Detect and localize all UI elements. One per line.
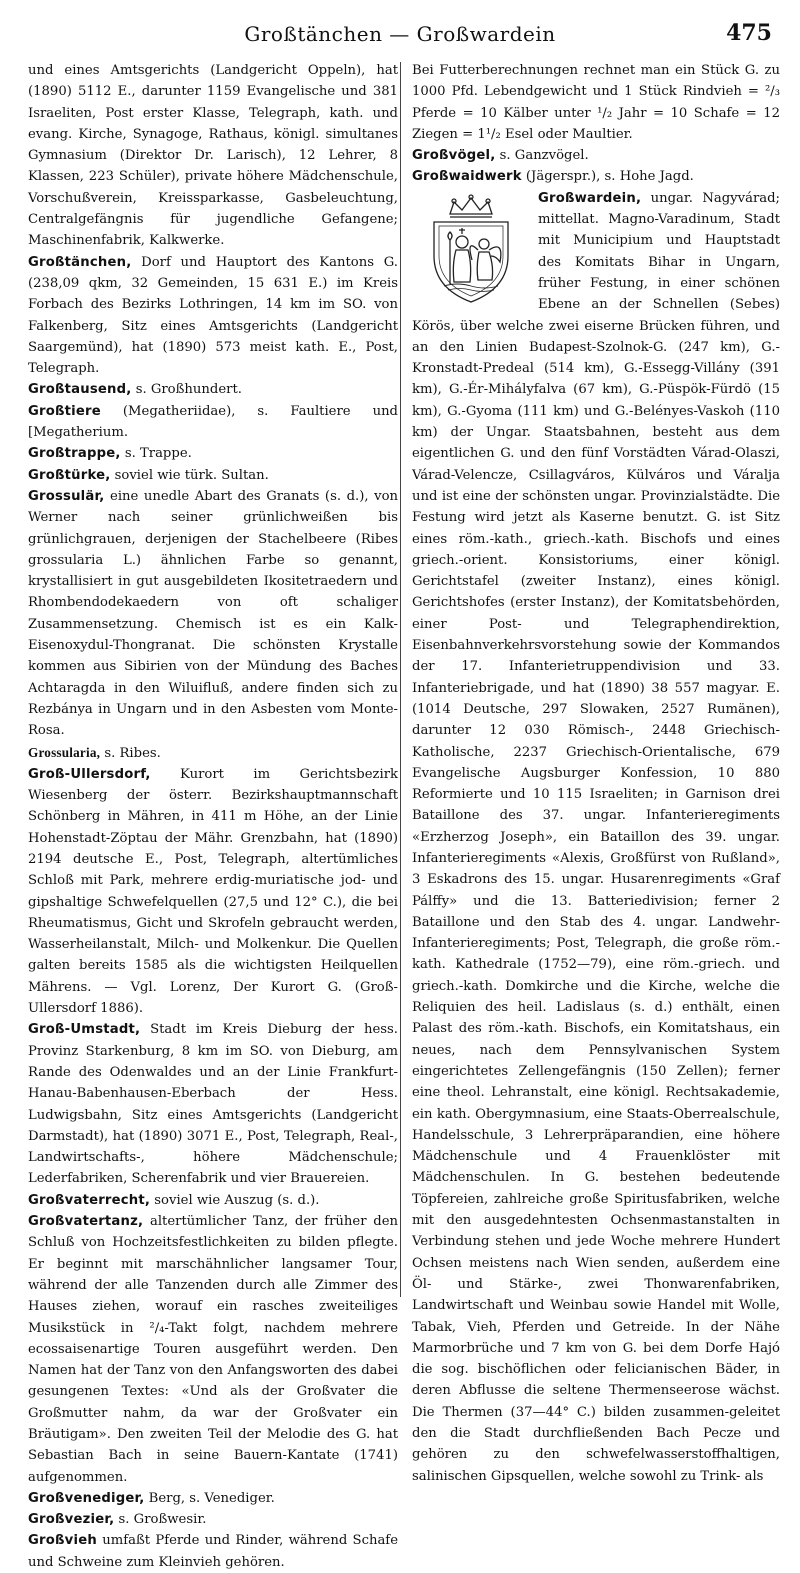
entry-text: s. Trappe. <box>120 446 192 462</box>
entry-grosswardein <box>412 188 780 1487</box>
headword: Großvatertanz, <box>28 1214 144 1230</box>
entry-grossvoegel <box>412 145 780 166</box>
headword: Großtänchen, <box>28 254 132 270</box>
entry-text: s. Großwesir. <box>114 1512 207 1528</box>
headword: Grossularia, <box>28 744 101 760</box>
headword: Großvaterrecht, <box>28 1192 151 1208</box>
entry-text: ungar. Nagyvárad; mittellat. Magno-Varadinum, Stadt mit Municipium und Hauptstadt des Komitats Bihar in Ungarn, früher Festung, in einer schönen Ebene an der Schnellen (Sebes) Körös, über welche zwei eiserne Brücken führen, und an den Linien Budapest-Szolnok-G. (247 km), G.-Kronstadt-Predeal (514 km), G.-Essegg-Villány (391 km), G.-Ér-Mihályfalva (67 km), G.-Püspök-Fürdö (15 km), G.-Gyoma (111 km) und G.-Belényes-Vaskoh (110 km) der Ungar. Staatsbahnen, besteht aus dem eigentlichen G. und den fünf Vorstädten Várad-Olaszi, Várad-Velencze, Csillagváros, Külváros und Váralja und ist eine der schönsten ungar. Provinzialstädte. Die Festung wird jetzt als Kaserne benutzt. G. ist Sitz eines röm.-kath., griech.-kath. Bischofs und eines griech.-orient. Konsistoriums, einer königl. Gerichtstafel (zweiter Instanz), eines königl. Gerichtshofes (erster Instanz), der Komitatsbehörden, einer Post- und Telegraphendirektion, Eisenbahnverkehrsvorstehung sowie der Kommandos der 17. Infanterietruppendivision und 33. Infanteriebrigade, und hat (1890) 38 557 magyar. E. (1014 Deutsche, 297 Slowaken, 2527 Rumänen), darunter 12 030 Römisch-, 2448 Griechisch-Katholische, 2237 Griechisch-Orientalische, 679 Evangelische Augsburger Konfession, 10 880 Reformierte und 10 115 Israeliten; in Garnison drei Bataillone des 37. ungar. Infanterieregiments «Erzherzog Joseph», ein Bataillon des 39. ungar. Infanterieregiments «Alexis, Großfürst von Rußland», 3 Eskadrons des 15. ungar. Husarenregiments «Graf Pálffy» und die 13. Batteriedivision; ferner 2 Bataillone und den Stab des 4. ungar. Landwehr-Infanterieregiments; Post, Telegraph, die große röm.-kath. Kathedrale (1752—79), eine röm.-griech. und griech.-kath. Domkirche und die Kirche, welche die Reliquien des heil. Ladislaus (s. d.) enthält, einen Palast des röm.-kath. Bischofs, ein Komitatshaus, ein neues, nach dem Pennsylvanischen System eingerichtetes Zellengefängnis (150 Zellen); ferner eine theol. Lehranstalt, eine königl. Rechtsakademie, ein kath. Obergymnasium, eine Staats-Oberrealschule, Handelsschule, 3 Lehrerpräparandien, eine höhere Mädchenschule und 4 Frauenklöster mit Mädchenschulen. In G. bestehen bedeutende Töpfereien, zahlreiche große Spiritusfabriken, welche mit den ausgedehntesten Ochsenmastanstalten in Verbindung stehen und jede Woche mehrere Hundert Ochsen meistens nach Wien senden, außerdem eine Öl- und Stärke-, zwei Thonwarenfabriken, Landwirtschaft und Weinbau sowie Handel mit Wolle, Tabak, Vieh, Pferden und Getreide. In der Nähe Marmorbrüche und 7 km von G. bei dem Dorfe Hajó die sog. bischöflichen oder felicianischen Bäder, in deren Abflusse die seltene Thermenseerose wächst. Die Thermen (37—44° C.) bilden zusammen-geleitet den die Stadt durchfließenden Bach Pecze und gehören zu den schwefelwasserstoffhaltigen, salinischen Gipsquellen, welche sowohl zu Trink- als <box>412 190 780 1484</box>
column-divider <box>400 62 401 1297</box>
headword: Großtausend, <box>28 382 132 398</box>
headword: Großtrappe, <box>28 446 121 462</box>
entry-grossularia <box>28 742 398 764</box>
entry-text: Kurort im Gerichtsbezirk Wiesenberg der österr. Bezirkshauptmannschaft Schönberg in Mähren, in 411 m Höhe, an der Linie Hohenstadt-Zöptau der Mähr. Grenzbahn, hat (1890) 2194 deutsche E., Post, Telegraph, altertümliches Schloß mit Park, mehrere erdig-muriatische jod- und gipshaltige Schwefelquellen (27,5 und 12° C.), die bei Rheumatismus, Gicht und Skrofeln gebraucht werden, Wasserheilanstalt, Milch- und Molkenkur. Die Quellen galten bereits 1585 als die wichtigsten Heilquellen Mährens. — Vgl. Lorenz, Der Kurort G. (Groß-Ullersdorf 1886). <box>28 766 398 1017</box>
headword: Großwaidwerk <box>412 169 522 185</box>
entry-text: s. Ribes. <box>100 745 161 761</box>
entry-grossvaterrecht <box>28 1190 398 1211</box>
entry-text: Stadt im Kreis Dieburg der hess. Provinz Starkenburg, 8 km im SO. von Dieburg, am Rande des Odenwaldes und an der Linie Frankfurt-Hanau-Babenhausen-Eberbach der Hess. Ludwigsbahn, Sitz eines Amtsgerichts (Landgericht Darmstadt), hat (1890) 3071 E., Post, Telegraph, Real-, Landwirtschafts-, höhere Mädchenschule; Lederfabriken, Scherenfabrik und vier Brauereien. <box>28 1022 398 1187</box>
entry-grossvieh <box>28 1530 398 1573</box>
entry-text: und eines Amtsgerichts (Landgericht Oppeln), hat (1890) 5112 E., darunter 1159 Evangelische und 381 Israeliten, Post erster Klasse, Telegraph, kath. und evang. Kirche, Synagoge, Rathaus, königl. simultanes Gymnasium (Direktor Dr. Larisch), 12 Lehrer, 8 Klassen, 223 Schüler), private höhere Mädchenschule, Vorschußverein, Kreissparkasse, Gasbeleuchtung, Centralgefängnis für jugendliche Gefangene; Maschinenfabrik, Kalkwerke. <box>28 63 398 249</box>
headword: Groß-Umstadt, <box>28 1022 141 1038</box>
headword: Großvenediger, <box>28 1490 145 1506</box>
entry-text: altertümlicher Tanz, der früher den Schluß von Hochzeitsfestlichkeiten zu bilden pflegte. Er beginnt mit marschähnlicher langsamer Tour, während der alle Tanzenden durch alle Zimmer des Hauses ziehen, worauf ein rasches zweiteiliges Musikstück in ²/₄-Takt folgt, nachdem mehrere ecossaisenartige Touren ausgeführt werden. Den Namen hat der Tanz von den Anfangsworten des dabei gesungenen Textes: «Und als der Großvater die Großmutter nahm, da war der Großvater ein Bräutigam». Den zweiten Teil der Melodie des G. hat Sebastian Bach in seine Bauern-Kantate (1741) aufgenommen. <box>28 1214 398 1485</box>
headword: Groß-Ullersdorf, <box>28 766 151 782</box>
page-header <box>0 0 800 52</box>
running-title: Großtänchen — Großwardein <box>244 22 556 46</box>
entry-text: s. Ganzvögel. <box>495 148 589 164</box>
entry-continuation <box>412 60 780 145</box>
entry-continuation <box>28 60 398 252</box>
entry-text: soviel wie türk. Sultan. <box>110 467 269 483</box>
entry-text: (Megatheriidae), s. Faultiere und [Megatherium. <box>28 403 398 441</box>
entry-grosstuerke <box>28 465 398 486</box>
entry-text: eine unedle Abart des Granats (s. d.), von Werner nach seiner grünlichweißen bis grünlichgrauen, derjenigen der Stachelbeere (Ribes grossularia L.) ähnlichen Farbe so genannt, krystallisiert in gut ausgebildeten Ikositetraedern und Rhombendodekaedern von oft schaliger Zusammensetzung. Chemisch ist es ein Kalk-Eisenoxydul-Thongranat. Die schönsten Krystalle kommen aus Sibirien von der Mündung des Baches Achtaragda in den Wiluifluß, andere finden sich zu Rezbánya in Ungarn und in den Asbesten vom Monte-Rosa. <box>28 488 398 739</box>
entry-text: Bei Futterberechnungen rechnet man ein Stück G. zu 1000 Pfd. Lebendgewicht und 1 Stück Rindvieh = ²/₃ Pferde = 10 Kälber unter ¹/₂ Jahr = 10 Schafe = 12 Ziegen = 1¹/₂ Esel oder Maultier. <box>412 63 780 142</box>
entry-grossvezier <box>28 1509 398 1530</box>
left-column <box>28 60 398 1573</box>
headword: Großvieh <box>28 1533 97 1549</box>
entry-grosstiere <box>28 401 398 444</box>
entry-gross-umstadt <box>28 1019 398 1189</box>
entry-grosstaenchen <box>28 252 398 380</box>
headword: Grossulär, <box>28 488 105 504</box>
headword: Großtiere <box>28 403 101 419</box>
entry-grosswaidwerk <box>412 166 780 187</box>
headword: Großvezier, <box>28 1512 115 1528</box>
page-number: 475 <box>726 20 772 46</box>
entry-grossular <box>28 486 398 742</box>
headword: Großvögel, <box>412 148 496 164</box>
entry-text: (Jägerspr.), s. Hohe Jagd. <box>521 169 694 185</box>
entry-gross-ullersdorf <box>28 764 398 1020</box>
entry-grosstrappe <box>28 443 398 464</box>
headword: Großtürke, <box>28 467 111 483</box>
entry-text: s. Großhundert. <box>131 382 242 398</box>
entry-text: umfaßt Pferde und Rinder, während Schafe und Schweine zum Kleinvieh gehören. <box>28 1533 398 1570</box>
entry-text: soviel wie Auszug (s. d.). <box>150 1192 320 1208</box>
entry-grossvenediger <box>28 1488 398 1509</box>
headword: Großwardein, <box>538 190 642 206</box>
right-column <box>412 60 780 1487</box>
coat-of-arms-icon <box>412 190 530 308</box>
entry-text: Berg, s. Venediger. <box>144 1490 275 1506</box>
entry-grossvatertanz <box>28 1211 398 1488</box>
entry-text: Dorf und Hauptort des Kantons G. (238,09 qkm, 32 Gemeinden, 15 631 E.) im Kreis Forbach des Bezirks Lothringen, 14 km im SO. von Falkenberg, Sitz eines Amtsgerichts (Landgericht Saargemünd), hat (1890) 573 meist kath. E., Post, Telegraph. <box>28 254 398 377</box>
entry-grosstausend <box>28 379 398 400</box>
